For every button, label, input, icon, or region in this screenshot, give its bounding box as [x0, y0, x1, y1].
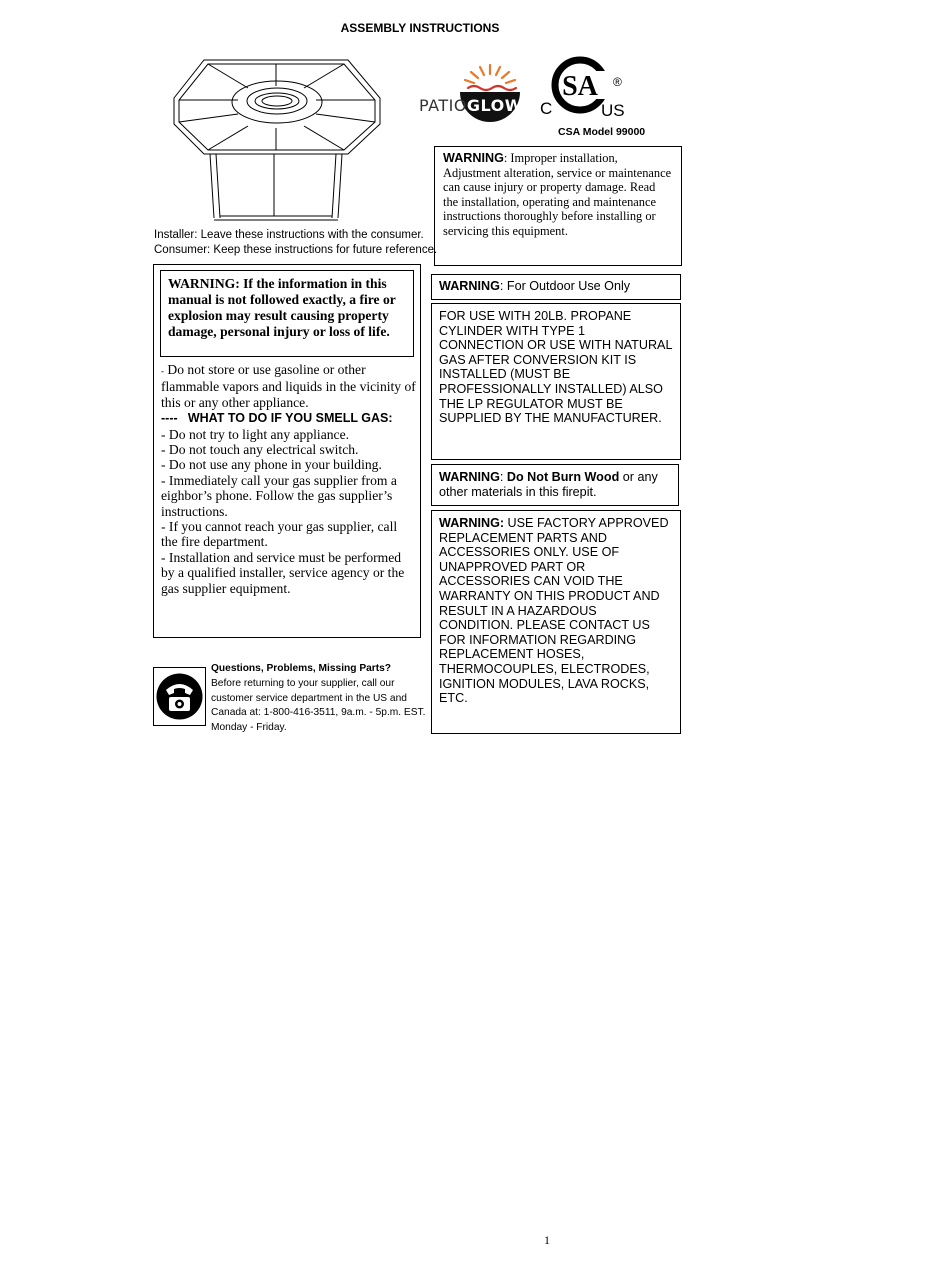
intro-text: Do not store or use gasoline or other flammable vapors and liquids in the vicinity of this or any other appliance.: [161, 362, 416, 410]
list-item: - Immediately call your gas supplier from a eighbor’s phone. Follow the gas supplier’s instructions.: [161, 472, 397, 519]
no-wood-emphasis: Do Not Burn Wood: [506, 470, 620, 484]
support-heading: Questions, Problems, Missing Parts?: [211, 663, 392, 674]
outdoor-use-text: : For Outdoor Use Only: [499, 279, 631, 293]
installation-warning: [434, 146, 682, 266]
warning-label: WARNING: [439, 470, 500, 484]
replacement-parts-warning: [431, 510, 681, 734]
replacement-parts-text: USE FACTORY APPROVED REPLACEMENT PARTS AND ACCESSORIES ONLY. USE OF UNAPPROVED PART OR ACCESSORIES CAN VOID THE WARRANTY ON THIS PRODUCT AND RESULT IN A HAZARDOUS CONDITION. PLEASE CONTACT US FOR INFORMATION REGARDING REPLACEMENT HOSES, THERMOCOUPLES, ELECTRODES, IGNITION MODULES, LAVA ROCKS, ETC.: [439, 516, 669, 706]
registered-mark: ®: [613, 75, 622, 89]
no-wood-text: or any other materials in this firepit.: [439, 470, 658, 499]
octagonal-firepit-table-illustration: [170, 56, 385, 224]
svg-text:SA: SA: [562, 71, 598, 102]
list-item: - Installation and service must be performed by a qualified installer, service agency or the gas supplier equipment.: [161, 549, 405, 596]
warning-label: WARNING:: [439, 516, 505, 530]
phone-icon-box: [153, 667, 206, 726]
csa-certification-logo: [540, 55, 650, 123]
brand-prefix: PATIO: [419, 96, 467, 115]
patioglow-logo: [416, 62, 528, 124]
gas-intro: [161, 362, 417, 410]
cert-left-label: C: [540, 99, 553, 118]
main-fire-warning: WARNING: If the information in this manual is not followed exactly, a fire or explosion may result causing property damage, personal injury or loss of life.: [160, 270, 414, 357]
cert-right-label: US: [601, 101, 625, 120]
smell-gas-heading: ---- WHAT TO DO IF YOU SMELL GAS:: [161, 411, 393, 426]
support-info: [211, 662, 431, 736]
list-item: - If you cannot reach your gas supplier, call the fire department.: [161, 519, 398, 550]
no-wood-warning: WARNING: Do Not Burn Wood or any other materials in this firepit.: [431, 464, 679, 506]
list-item: - Do not try to light any appliance.: [161, 426, 350, 442]
warning-label: WARNING: [439, 279, 500, 293]
list-item: - Do not use any phone in your building.: [161, 457, 382, 473]
page-title: ASSEMBLY INSTRUCTIONS: [340, 21, 500, 35]
brand-suffix: GLOW: [466, 96, 523, 115]
installer-line: Installer: Leave these instructions with the consumer.: [154, 229, 424, 241]
support-body: Before returning to your supplier, call our customer service department in the US and Canada at: 1-800-416-3511, 9a.m. - 5p.m. EST. Monday - Friday.: [211, 677, 426, 734]
outdoor-use-warning: [431, 274, 681, 300]
telephone-icon: [154, 668, 205, 725]
propane-cylinder-notice: FOR USE WITH 20LB. PROPANE CYLINDER WITH TYPE 1 CONNECTION OR USE WITH NATURAL GAS AFTER CONVERSION KIT IS INSTALLED (MUST BE PROFESSIONALLY INSTALLED) ALSO THE LP REGULATOR MUST BE SUPPLIED BY THE MANUFACTURER.: [431, 303, 681, 460]
page-number: 1: [544, 1233, 550, 1247]
consumer-line: Consumer: Keep these instructions for future reference.: [154, 244, 438, 256]
csa-model-number: CSA Model 99000: [558, 126, 646, 138]
warning-label: WARNING: [443, 151, 504, 165]
list-item: - Do not touch any electrical switch.: [161, 442, 359, 458]
gas-instructions: [161, 362, 417, 596]
installation-warning-text: : Improper installation, Adjustment alteration, service or maintenance can cause injury or property damage. Read the installation, operating and maintenance instructions thoroughly before installing or servicing this equipment.: [443, 151, 672, 238]
intro-dash: -: [161, 366, 164, 376]
installer-note: [154, 228, 437, 258]
